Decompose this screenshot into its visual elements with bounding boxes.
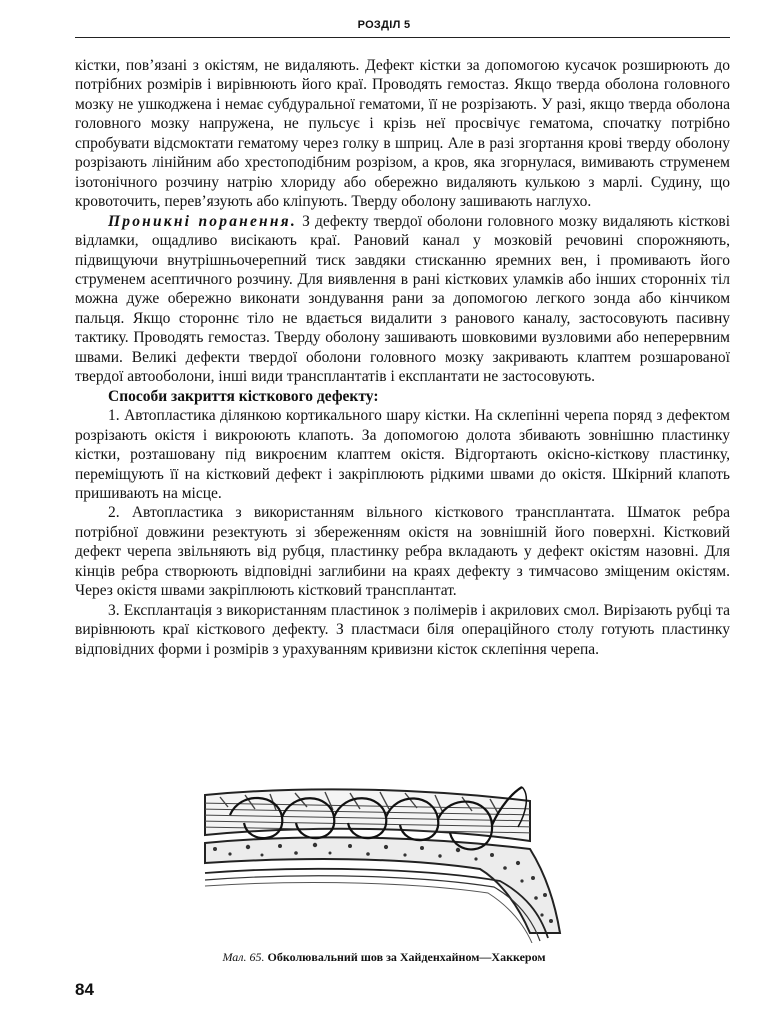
figure-caption xyxy=(0,950,768,965)
paragraph-penetrating-wounds xyxy=(75,212,730,387)
section-header: РОЗДІЛ 5 xyxy=(357,19,411,31)
section-subheading: Способи закриття кісткового дефекту: xyxy=(108,387,379,405)
figure-label: Мал. 65. xyxy=(222,950,265,964)
paragraph-body: З дефекту твердої оболони головного мозку видаляють кісткові відламки, ощадливо висікають краї. Рановий канал у мозковій речовині спорожняють, підвищуючи внутрішньочерепний тиск завдяки стисканню яремних вен, і промивають його струменем асептичного розчину. Для виявлення в рані кісткових уламків або інших сторонніх тіл можна дуже обережно виконати зондування рани за допомогою легкого зонда або кінчиком пальця. Якщо стороннє тіло не вдається видалити з ранового каналу, застосовують пасивну тактику. Проводять гемостаз. Тверду оболону зашивають шовковими вузловими або неперервним швами. Великі дефекти твердої оболони головного мозку закривають клаптем розшарованої твердої автооболони, інші види трансплантатів і експлантати не застосовують. xyxy=(75,212,730,386)
list-item-1: 1. Автопластика ділянкою кортикального шару кістки. На склепінні черепа поряд з дефектом розрізають окістя і викроюють клапоть. За допомогою долота збивають зовнішню пластинку кістки, розташовану під викроєним клаптем окістя. Відгортають окісно-кісткову пластинку, переміщують її на кістковий дефект і закріплюють рідкими швами до окістя. Шкірний клапоть пришивають на місце. xyxy=(75,407,730,502)
paragraph-continuation: кістки, пов’язані з окістям, не видаляють. Дефект кістки за допомогою кусачок розширюють до потрібних розмірів і вирівнюють його краї. Проводять гемостаз. Якщо тверда оболона головного мозку не ушкоджена і немає субдуральної гематоми, її не розрізають. У разі, якщо тверда оболона головного мозку напружена, не пульсує і крізь неї просвічує гематома, спочатку потрібно спробувати відсмоктати гематому через голку в шприц. Але в разі згортання крові тверду оболону розрізають лінійним або хрестоподібним розрізом, а кров, яка згорнулася, вимивають струменем ізотонічного розчину натрію хлориду або обережно видаляють кулькою з марлі. Судину, що кровоточить, перев’язують або кліпують. Тверду оболону зашивають наглухо. xyxy=(75,57,730,211)
body-text xyxy=(75,56,730,659)
suture-illustration xyxy=(200,783,575,943)
paragraph-lead: Проникні поранення. xyxy=(108,212,297,230)
list-item-2: 2. Автопластика з використанням вільного кісткового трансплантата. Шматок ребра потрібної довжини резектують зі збереженням окістя на зовнішній його поверхні. Кістковий дефект черепа звільняють від рубця, пластинку ребра вкладають у дефект окістям назовні. Для кінців ребра створюють відповідні заглибини на краях дефекту з тимчасово зміщеним окістям. Через окістя швами закріплюють кістковий трансплантат. xyxy=(75,504,730,600)
header-divider xyxy=(75,37,730,38)
list-item-3: 3. Експлантація з використанням пластинок з полімерів і акрилових смол. Вирізають рубці та вирівнюють краї кісткового дефекту. З пластмаси біля операційного столу готують пластинку відповідних форми і розмірів з урахуванням кривизни кісток склепіння черепа. xyxy=(75,601,730,658)
figure-caption-text: Обколювальний шов за Хайденхайном—Хаккером xyxy=(267,950,546,964)
page-number: 84 xyxy=(75,980,94,999)
